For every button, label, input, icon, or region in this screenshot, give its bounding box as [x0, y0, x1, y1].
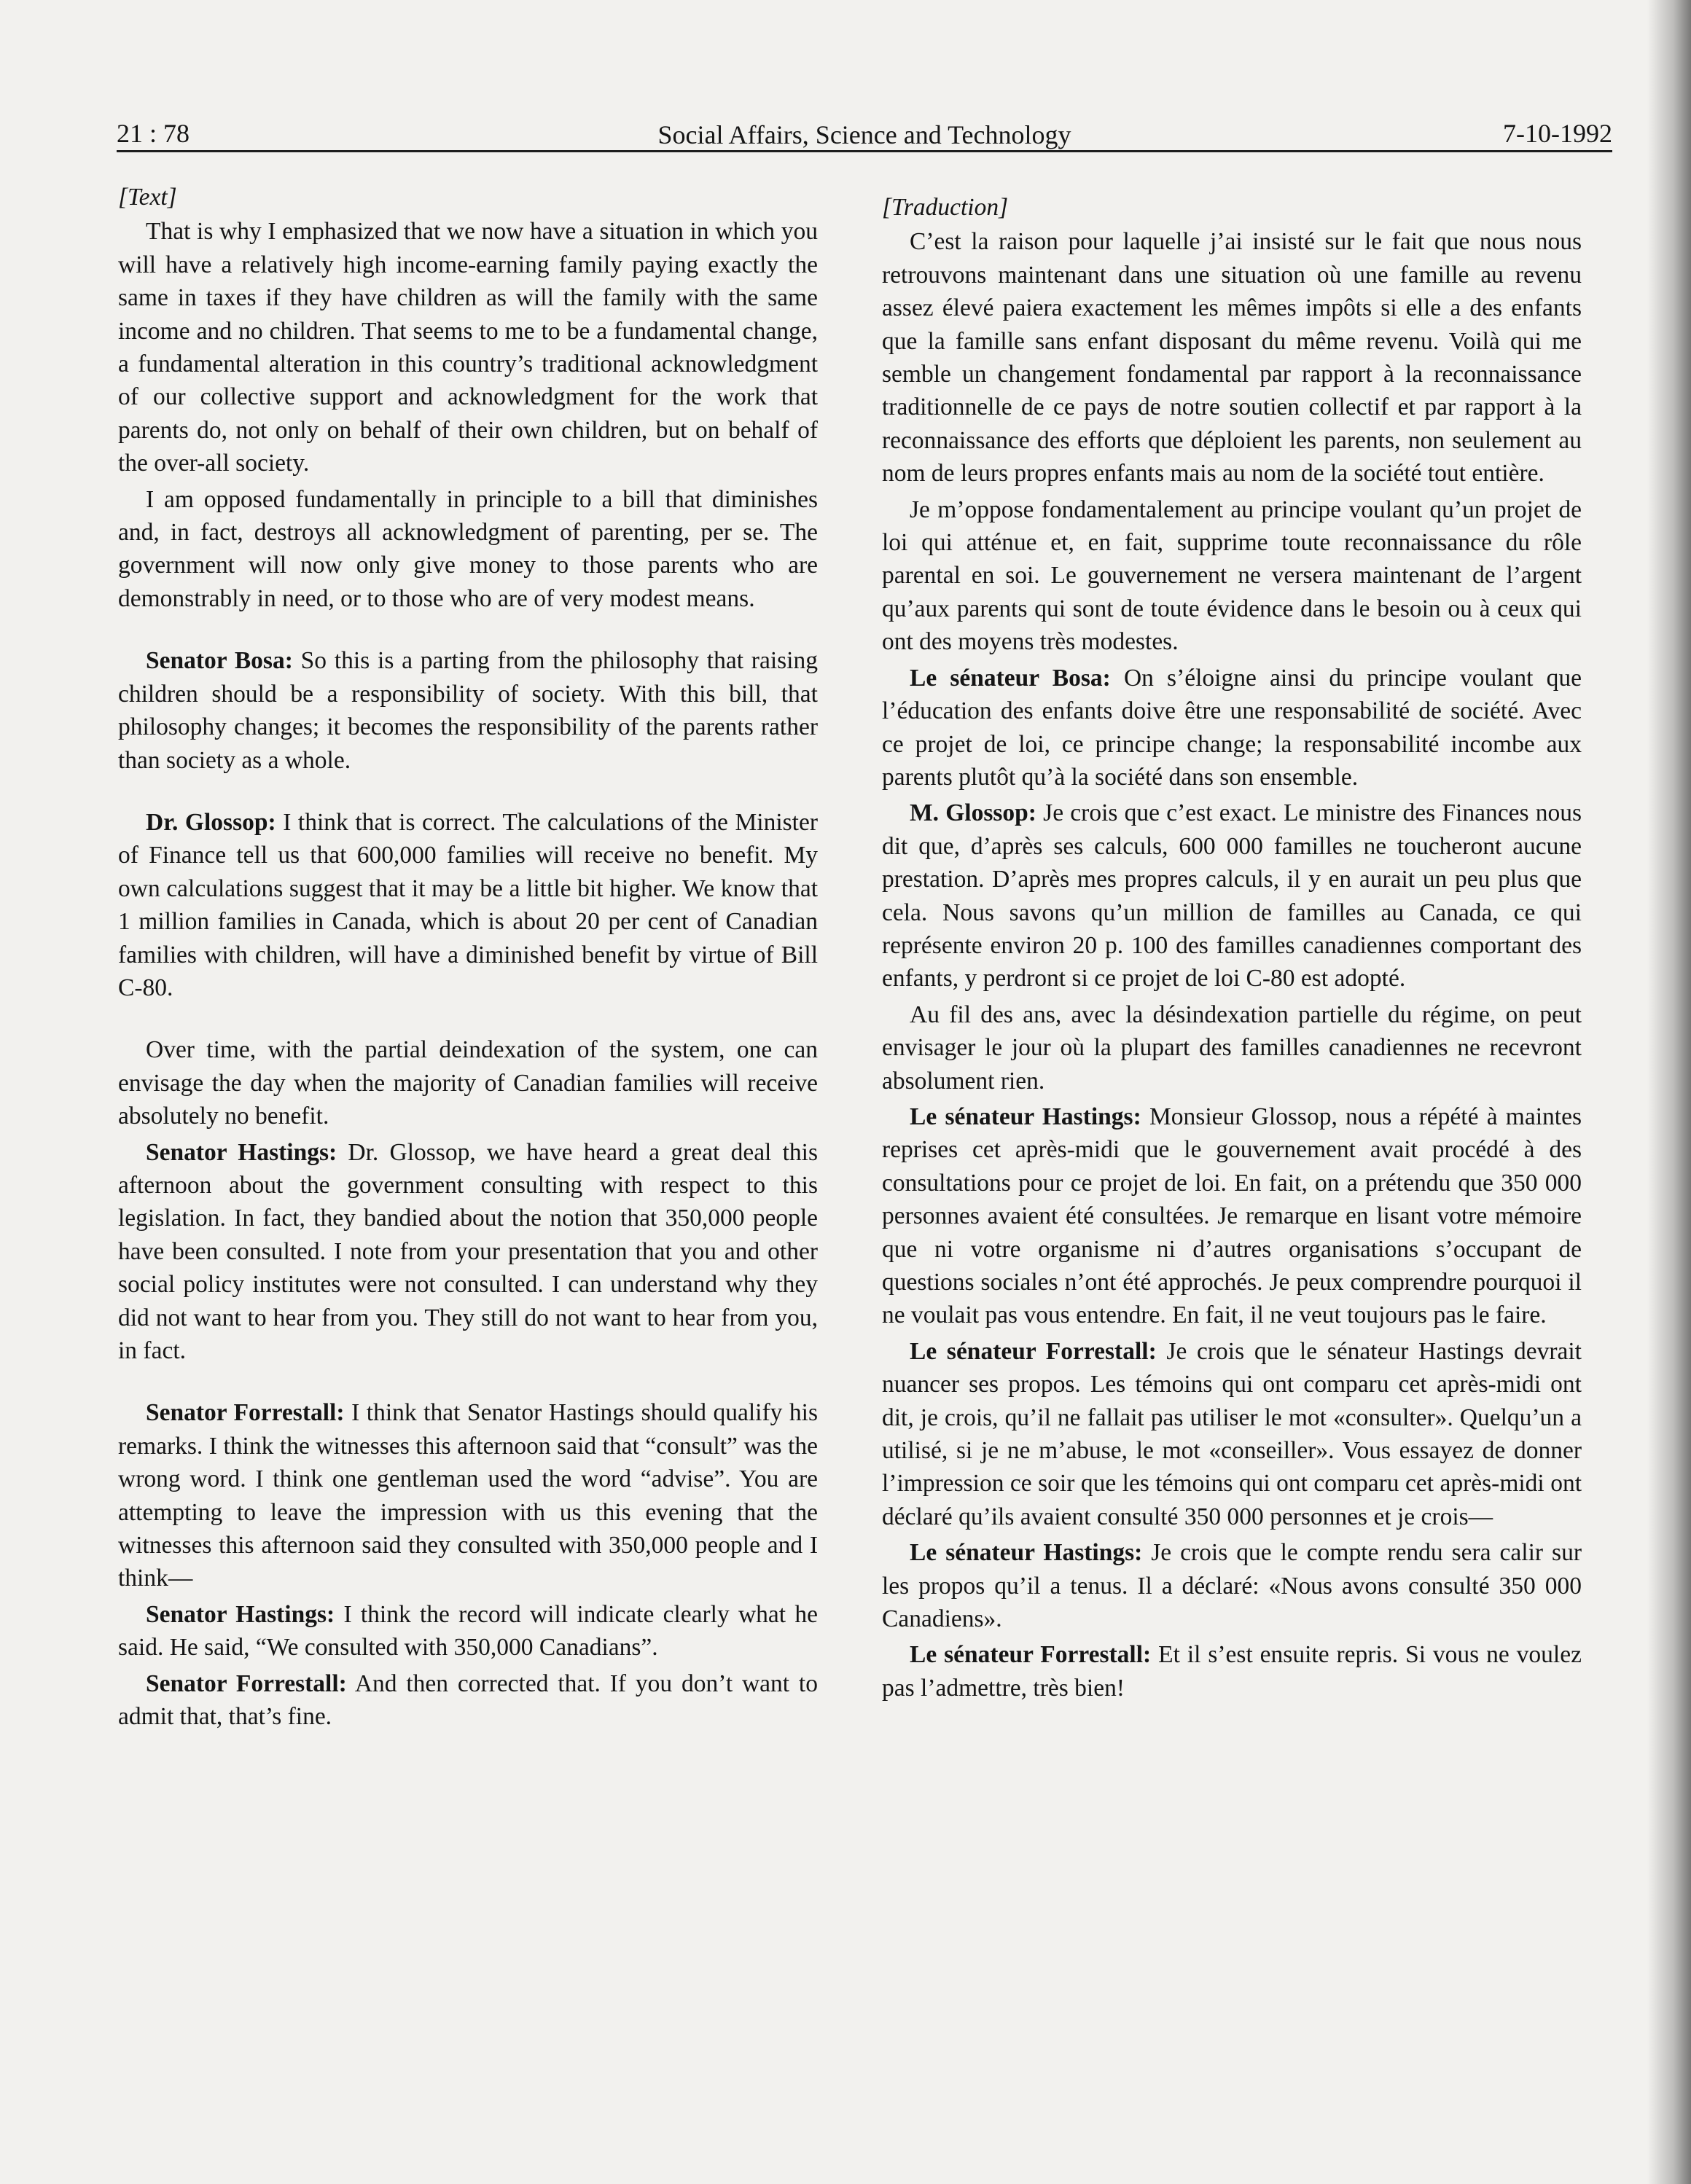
speech-text: Monsieur Glossop, nous a répété à maintes reprises cet après-midi que le gouvernement avait procédé à des consultations pour ce projet de loi. En fait, on a prétendu que 350 000 personnes avaient été consultées. Je remarque en lisant votre mémoire que ni votre organisme ni d’autres organisations s’occupant de questions sociales n’ont été approchés. Je peux comprendre pourquoi il ne voulait pas vous entendre. En fait, il ne veut toujours pas le faire. — [882, 1103, 1582, 1329]
paragraph: Je m’oppose fondamentalement au principe voulant qu’un projet de loi qui atténue et, en fait, supprime toute reconnaissance du rôle parental en soi. Le gouvernement ne versera maintenant de l’argent qu’aux parents qui sont de toute évidence dans le besoin ou à ceux qui ont des moyens très modestes. — [882, 496, 1582, 656]
paragraph — [882, 1100, 1582, 1332]
paragraph — [882, 1638, 1582, 1704]
speech-text: Et il s’est ensuite repris. Si vous ne voulez pas l’admettre, très bien! — [882, 1641, 1582, 1702]
french-column — [882, 191, 1582, 1704]
paragraph — [118, 806, 818, 1004]
speech-text: So this is a parting from the philosophy that raising children should be a responsibility of society. With this bill, that philosophy changes; it becomes the responsibility of the parents rather than society as a whole. — [118, 647, 818, 774]
page-header — [117, 111, 1612, 149]
speech-text: I think the record will indicate clearly what he said. He said, “We consulted with 350,000 Canadians”. — [118, 1600, 818, 1662]
speaker-name: Senator Forrestall: — [146, 1670, 347, 1697]
speaker-name: Senator Forrestall: — [146, 1399, 345, 1427]
text-tag: [Text] — [118, 184, 177, 211]
speech-text: On s’éloigne ainsi du principe voulant que l’éducation des enfants doive être une responsabilité de société. Avec ce projet de loi, ce principe change; la responsabilité incombe aux parents plutôt qu’à la société dans son ensemble. — [882, 664, 1582, 791]
speech-text: I think that Senator Hastings should qualify his remarks. I think the witnesses this afternoon said that “consult” was the wrong word. I think one gentleman used the word “advise”. You are attempting to leave the impression with us this evening that the witnesses this afternoon said they consulted with 350,000 people and I think— — [118, 1399, 819, 1592]
speaker-name: Le sénateur Hastings: — [910, 1539, 1143, 1567]
speaker-name: Senator Hastings: — [146, 1138, 337, 1166]
speech-text: Je crois que le sénateur Hastings devrait nuancer ses propos. Les témoins qui ont comparu cet après-midi ont dit, je crois, qu’il ne fallait pas utiliser le mot «consulter». Quelqu’un a utilisé, si je ne m’abuse, le mot «conseiller». Vous essayez de donner l’impression ce soir que les témoins qui ont comparu cet après-midi ont déclaré qu’ils avaient consulté 350 000 personnes et je crois— — [882, 1337, 1582, 1530]
paragraph — [882, 662, 1582, 794]
speaker-name: Le sénateur Bosa: — [910, 664, 1111, 692]
speaker-name: Le sénateur Hastings: — [910, 1103, 1141, 1130]
page-edge-shadow — [1647, 0, 1691, 2184]
paragraph — [882, 1536, 1582, 1635]
speech-text: I think that is correct. The calculations of the Minister of Finance tell us that 600,000 families will receive no benefit. My own calculations suggest that it may be a little bit higher. We know that 1 million families in Canada, which is about 20 per cent of Canadian families with children, will have a diminished benefit by virtue of Bill C-80. — [118, 808, 818, 1001]
running-title: Social Affairs, Science and Technology — [657, 120, 1071, 149]
speaker-name: Le sénateur Forrestall: — [910, 1337, 1157, 1365]
paragraph — [118, 1396, 818, 1594]
speech-text: And then corrected that. If you don’t want to admit that, that’s fine. — [118, 1670, 818, 1731]
speaker-name: Le sénateur Forrestall: — [910, 1641, 1152, 1669]
speech-text: Je crois que c’est exact. Le ministre des Finances nous dit que, d’après ses calculs, 600 000 familles ne toucheront aucune prestation. D’après mes propres calculs, il y en aurait un peu plus que cela. Nous savons qu’un million de familles au Canada, ce qui représente environ 20 p. 100 des familles canadiennes comportant des enfants, y perdront si ce projet de loi C-80 est adopté. — [882, 799, 1582, 993]
traduction-tag: [Traduction] — [882, 194, 1009, 221]
paragraph: That is why I emphasized that we now have a situation in which you will have a relatively high income-earning family paying exactly the same in taxes if they have children as will the family with the same income and no children. That seems to me to be a fundamental change, a fundamental alteration in this country’s traditional acknowledgment of our collective support and acknowledgment for the work that parents do, not only on behalf of their own children, but on behalf of the over-all society. — [118, 218, 818, 477]
paragraph: Over time, with the partial deindexation of the system, one can envisage the day when the majority of Canadian families will receive absolutely no benefit. — [118, 1036, 818, 1130]
paragraph — [118, 1598, 818, 1664]
english-column — [118, 181, 818, 1733]
speaker-name: M. Glossop: — [910, 799, 1036, 827]
speaker-name: Senator Bosa: — [146, 647, 293, 675]
speech-text: Dr. Glossop, we have heard a great deal this afternoon about the government consulting with respect to this legislation. In fact, they bandied about the notion that 350,000 people have been consulted. I note from your presentation that you and other social policy institutes were not consulted. I can understand why they did not want to hear from you. They still do not want to hear from you, in fact. — [118, 1138, 818, 1364]
paragraph: C’est la raison pour laquelle j’ai insisté sur le fait que nous nous retrouvons maintenant dans une situation où une famille au revenu assez élevé paiera exactement les mêmes impôts si elle a des enfants que la famille sans enfant disposant du même revenu. Voilà qui me semble un changement fondamental par rapport à la reconnaissance traditionnelle de ce pays de notre soutien collectif et par rapport à la reconnaissance des efforts que déploient les parents, non seulement au nom de leurs propres enfants mais au nom de la société tout entière. — [882, 228, 1582, 488]
speaker-name: Dr. Glossop: — [146, 808, 276, 836]
page-number: 21 : 78 — [117, 119, 190, 148]
speech-text: Je crois que le compte rendu sera calir sur les propos qu’il a tenus. Il a déclaré: «Nous avons consulté 350 000 Canadiens». — [882, 1539, 1582, 1633]
paragraph: I am opposed fundamentally in principle to a bill that diminishes and, in fact, destroys all acknowledgment of parenting, per se. The government will now only give money to those parents who are demonstrably in need, or to those who are of very modest means. — [118, 485, 818, 612]
paragraph — [118, 1667, 818, 1734]
header-rule — [117, 150, 1612, 152]
speaker-name: Senator Hastings: — [146, 1600, 335, 1628]
paragraph — [882, 797, 1582, 995]
page-date: 7-10-1992 — [1503, 119, 1612, 148]
paragraph — [882, 1335, 1582, 1533]
paragraph: Au fil des ans, avec la désindexation partielle du régime, on peut envisager le jour où la plupart des familles canadiennes ne recevront absolument rien. — [882, 1001, 1582, 1095]
paragraph — [118, 1136, 818, 1368]
paragraph — [118, 644, 818, 777]
